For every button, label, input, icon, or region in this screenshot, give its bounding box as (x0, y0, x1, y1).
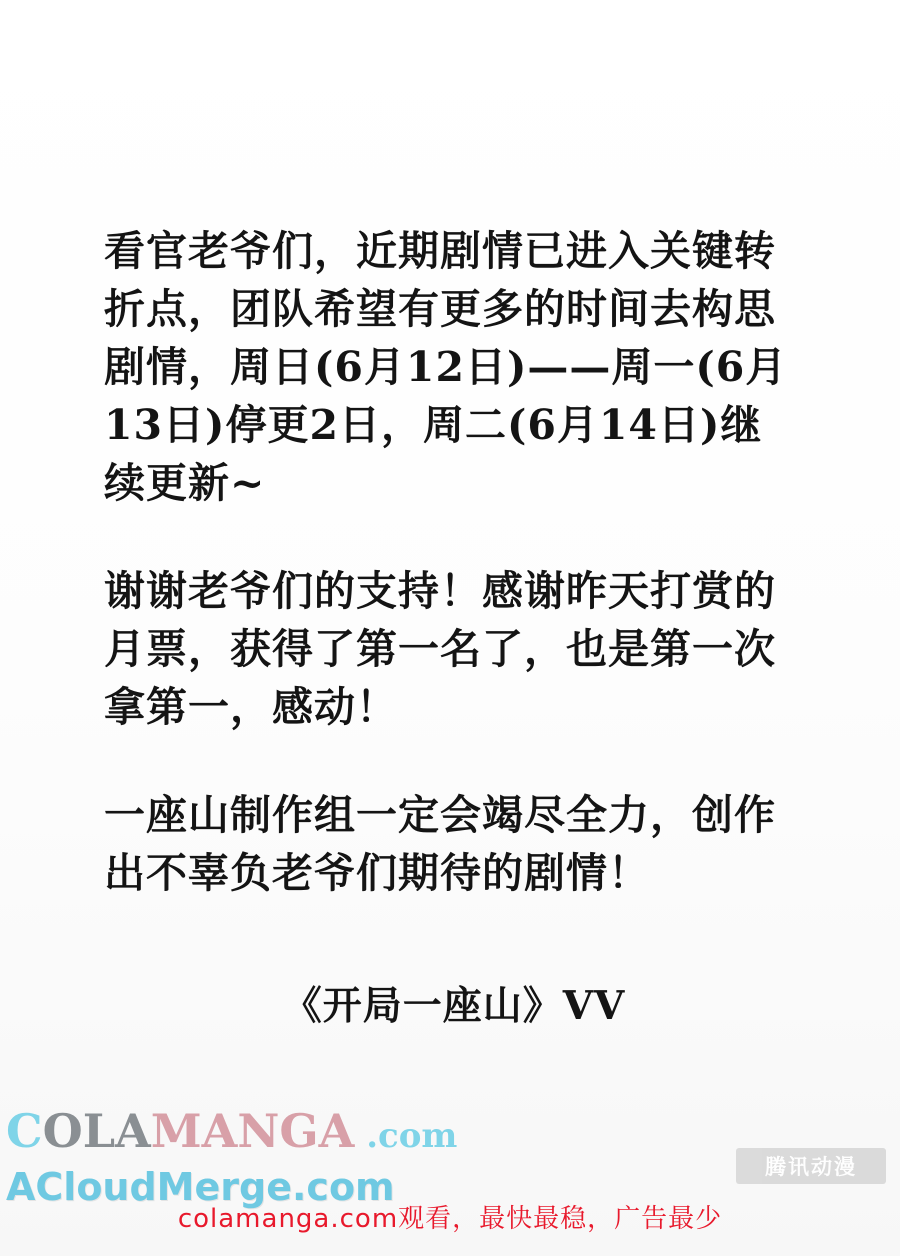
watermark-secondary: ACloudMerge.com (6, 1165, 395, 1209)
announcement-paragraph-2: 谢谢老爷们的支持！感谢昨天打赏的月票，获得了第一名了，也是第一次拿第一，感动！ (104, 567, 776, 731)
signature-line: 《开局一座山》VV (282, 983, 626, 1029)
announcement-text-block (104, 222, 804, 902)
watermark-part-1: C (6, 1104, 43, 1158)
watermark-primary (6, 1104, 458, 1162)
footer-notice: colamanga.com观看，最快最稳，广告最少 (177, 1204, 723, 1234)
watermark-part-4: .com (354, 1116, 458, 1156)
tencent-comic-badge: 腾讯动漫 (736, 1148, 886, 1184)
announcement-paragraph-3: 一座山制作组一定会竭尽全力，创作出不辜负老爷们期待的剧情！ (104, 791, 776, 897)
announcement-paragraph-1: 看官老爷们，近期剧情已进入关键转折点，团队希望有更多的时间去构思剧情，周日(6月12日)——周一(6月13日)停更2日，周二(6月14日)继续更新~ (104, 227, 788, 507)
site-watermark (6, 1104, 458, 1210)
watermark-part-3: MANGA (150, 1104, 355, 1158)
watermark-part-2: OLA (42, 1104, 151, 1158)
